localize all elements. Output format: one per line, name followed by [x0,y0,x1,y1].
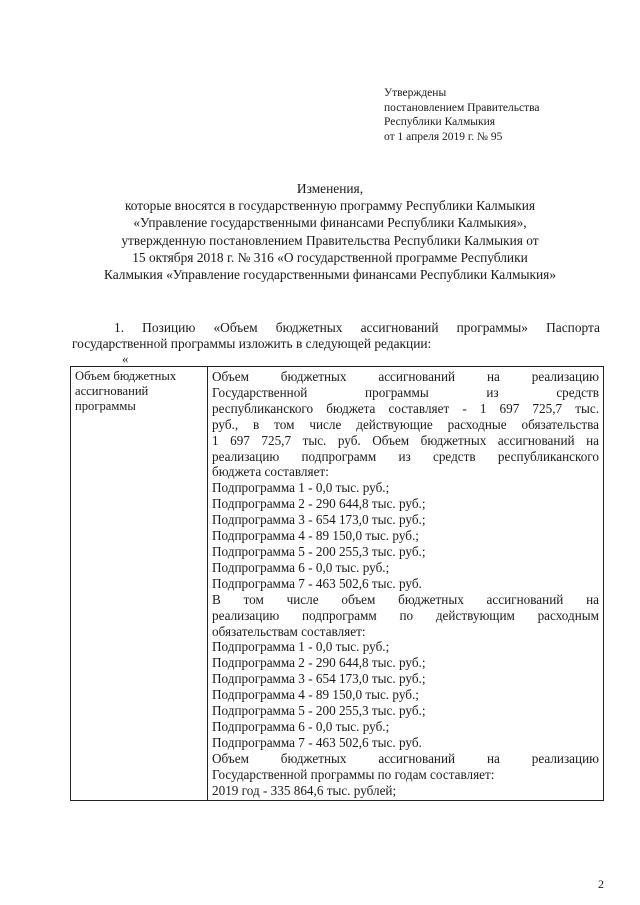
table-value-line: Подпрограмма 6 - 0,0 тыс. руб.; [212,718,390,734]
table-value-line: Подпрограмма 4 - 89 150,0 тыс. руб.; [212,687,419,703]
table-value-line: В том числе объем бюджетных ассигнований на [212,591,599,607]
title-line: которые вносятся в государственную программу Республики Калмыкия [124,198,536,214]
table-value-line: обязательствам составляет: [212,623,366,639]
table-value-line: Подпрограмма 1 - 0,0 тыс. руб.; [212,480,390,496]
table-value-line: Подпрограмма 3 - 654 173,0 тыс. руб.; [212,512,426,528]
title-line: Изменения, [296,181,364,196]
table-value-line: Государственной программы по годам составляет: [212,766,495,782]
title-line: Калмыкия «Управление государственными финансами Республики Калмыкия» [103,267,557,283]
table-value-line: Подпрограмма 2 - 290 644,8 тыс. руб.; [212,496,426,512]
title-line: утвержденную постановлением Правительства Республики Калмыкия от [121,232,539,248]
passport-table [70,366,604,801]
table-value-line: руб., в том числе действующие расходные обязательства [212,416,599,432]
table-value-line: Подпрограмма 4 - 89 150,0 тыс. руб.; [212,528,419,544]
intro-line: государственной программы изложить в следующей редакции: [72,336,432,352]
approval-line: Утверждены [384,87,447,99]
title-line: 15 октября 2018 г. № 316 «О государственной программе Республики [132,249,528,265]
opening-quote: « [122,351,129,366]
table-value-line: Подпрограмма 7 - 463 502,6 тыс. руб. [212,575,422,591]
table-value-line: 2019 год - 335 864,6 тыс. рублей; [212,782,397,798]
title-line: «Управление государственными финансами Республики Калмыкия», [133,215,527,231]
table-value-line: Объем бюджетных ассигнований на реализацию [212,369,599,384]
intro-line: 1. Позицию «Объем бюджетных ассигнований программы» Паспорта [114,320,600,335]
approval-line: от 1 апреля 2019 г. № 95 [384,130,503,143]
table-value-line: Подпрограмма 3 - 654 173,0 тыс. руб.; [212,671,426,687]
table-value-line: Подпрограмма 5 - 200 255,3 тыс. руб.; [212,703,426,719]
table-value-line: Подпрограмма 6 - 0,0 тыс. руб.; [212,559,390,575]
table-value-line: бюджета составляет: [212,464,329,480]
approval-line: постановлением Правительства [384,101,540,114]
table-value-cell [208,367,604,801]
document-title [60,180,600,283]
table-value-line: Подпрограмма 5 - 200 255,3 тыс. руб.; [212,543,426,559]
table-value-line: 1 697 725,7 тыс. руб. Объем бюджетных ассигнований на [212,432,599,448]
approval-stamp [384,86,540,144]
table-value-line: республиканского бюджета составляет - 1 697 725,7 тыс. [212,400,599,416]
table-value-line: Объем бюджетных ассигнований на реализацию [212,750,599,766]
table-label-cell: Объем бюджетных ассигнований программы [71,367,208,801]
table-value-line: Государственной программы из средств [212,384,599,400]
page-number: 2 [598,877,604,891]
table-row [71,367,604,801]
table-value-line: Подпрограмма 1 - 0,0 тыс. руб.; [212,639,390,655]
intro-paragraph [72,320,600,353]
table-value-line: реализацию подпрограмм по действующим расходным [212,607,599,623]
table-value-line: реализацию подпрограмм из средств республиканского [212,448,599,464]
table-value-line: Подпрограмма 2 - 290 644,8 тыс. руб.; [212,655,426,671]
approval-line: Республики Калмыкия [384,116,496,129]
table-value-line: Подпрограмма 7 - 463 502,6 тыс. руб. [212,734,422,750]
